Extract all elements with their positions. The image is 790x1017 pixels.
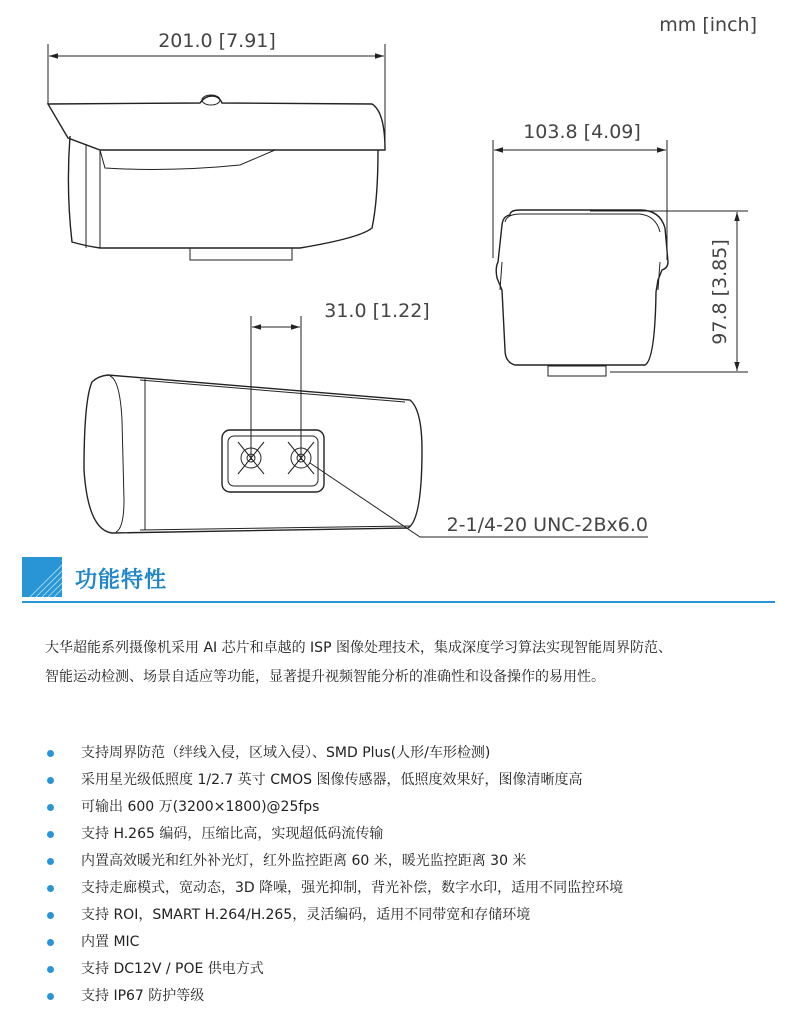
width-label: 103.8 [4.09] (523, 121, 641, 143)
front-view-width-dimension (493, 121, 667, 260)
height-label: 97.8 [3.85] (709, 239, 731, 345)
bullet-icon (47, 750, 54, 757)
feature-item (45, 794, 623, 821)
blue-stripes-icon (22, 557, 62, 597)
bullet-icon (47, 993, 54, 1000)
feature-list (45, 740, 623, 1010)
bullet-icon (47, 858, 54, 865)
feature-item (45, 929, 623, 956)
bullet-icon (47, 831, 54, 838)
feature-text: 内置 MIC (81, 934, 140, 950)
bullet-icon (47, 777, 54, 784)
section-title: 功能特性 (75, 568, 168, 593)
front-view-height-dimension (590, 211, 748, 372)
feature-item (45, 902, 623, 929)
bullet-icon (47, 804, 54, 811)
length-label: 201.0 [7.91] (158, 30, 276, 52)
intro-paragraph (45, 634, 755, 692)
feature-item (45, 848, 623, 875)
camera-bottom-view (84, 375, 648, 537)
camera-front-view (496, 210, 668, 376)
side-view-length-dimension (48, 30, 385, 150)
unit-label: mm [inch] (659, 14, 757, 36)
feature-text: 支持走廊模式，宽动态，3D 降噪，强光抑制，背光补偿，数字水印，适用不同监控环境 (81, 880, 624, 896)
mount-spacing-label: 31.0 [1.22] (324, 300, 430, 322)
feature-text: 支持 H.265 编码，压缩比高，实现超低码流传输 (81, 826, 384, 842)
feature-item (45, 767, 623, 794)
intro-line-1: 大华超能系列摄像机采用 AI 芯片和卓越的 ISP 图像处理技术，集成深度学习算法实现智能周界防范、 (45, 640, 672, 656)
feature-text: 可输出 600 万(3200×1800)@25fps (81, 799, 320, 815)
feature-text: 采用星光级低照度 1/2.7 英寸 CMOS 图像传感器，低照度效果好，图像清晰度高 (81, 772, 583, 788)
feature-text: 支持 DC12V / POE 供电方式 (81, 961, 264, 977)
features-section-header (22, 557, 775, 603)
feature-text: 支持 IP67 防护等级 (81, 988, 205, 1004)
bullet-icon (47, 885, 54, 892)
feature-text: 支持 ROI，SMART H.264/H.265，灵活编码，适用不同带宽和存储环境 (81, 907, 531, 923)
intro-line-2: 智能运动检测、场景自适应等功能，显著提升视频智能分析的准确性和设备操作的易用性。 (45, 669, 605, 685)
bullet-icon (47, 966, 54, 973)
feature-item (45, 821, 623, 848)
bullet-icon (47, 912, 54, 919)
feature-text: 支持周界防范（绊线入侵，区域入侵）、SMD Plus(人形/车形检测) (81, 745, 491, 761)
feature-item (45, 740, 623, 767)
camera-side-view (48, 95, 385, 260)
feature-text: 内置高效暖光和红外补光灯，红外监控距离 60 米，暖光监控距离 30 米 (81, 853, 527, 869)
bullet-icon (47, 939, 54, 946)
feature-item (45, 983, 623, 1010)
feature-item (45, 956, 623, 983)
thread-label: 2-1/4-20 UNC-2Bx6.0 (446, 514, 648, 536)
section-divider (22, 601, 775, 603)
feature-item (45, 875, 623, 902)
